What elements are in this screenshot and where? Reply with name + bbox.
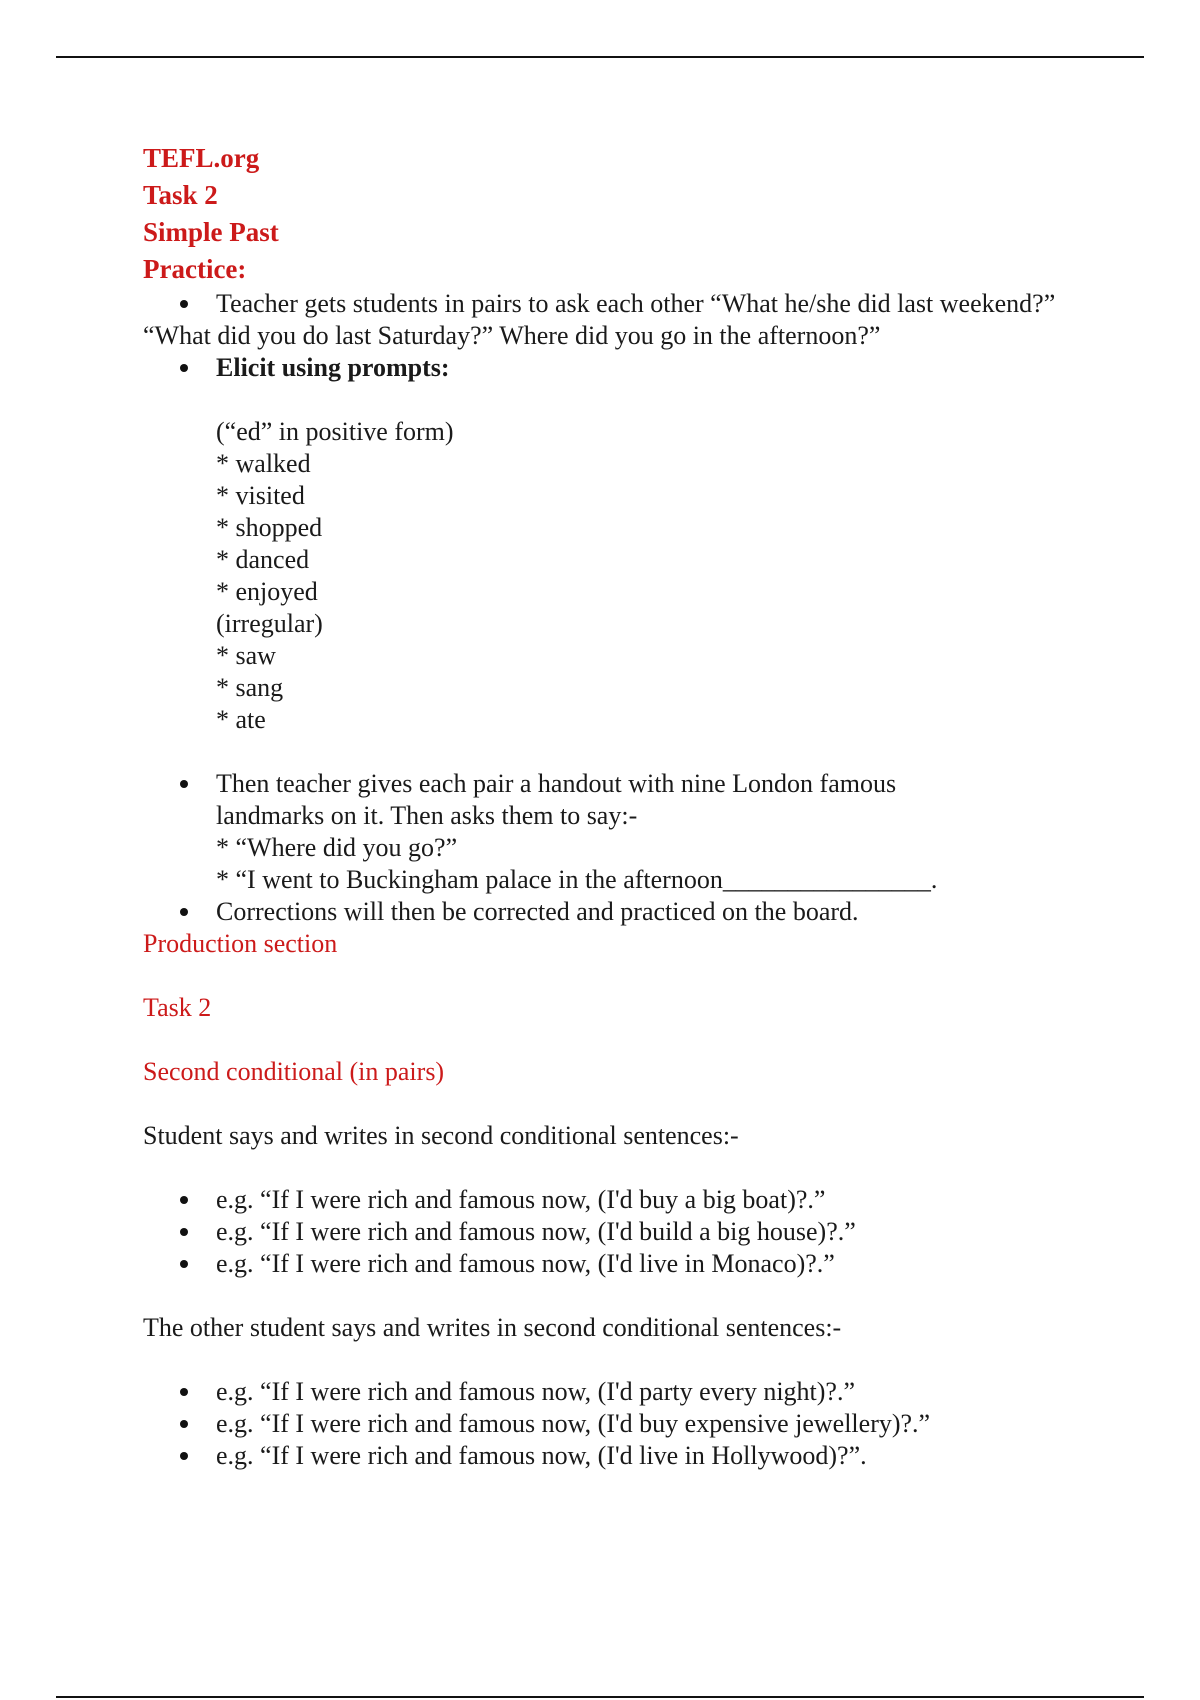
list-item: Teacher gets students in pairs to ask each other “What he/she did last weekend?”: [143, 288, 1063, 320]
prompt-item: * enjoyed: [216, 577, 318, 606]
positive-label: (“ed” in positive form): [216, 417, 454, 446]
practice-list-2: [143, 352, 1063, 384]
list-item: e.g. “If I were rich and famous now, (I'd party every night)?.”: [143, 1376, 1063, 1408]
topic-heading: Simple Past: [143, 217, 279, 247]
production-subtitle: Second conditional (in pairs): [143, 1057, 445, 1086]
list-item: e.g. “If I were rich and famous now, (I'd buy expensive jewellery)?.”: [143, 1408, 1063, 1440]
prompt-item: * danced: [216, 545, 310, 574]
list-item: e.g. “If I were rich and famous now, (I'd build a big house)?.”: [143, 1216, 1063, 1248]
bullet3-line1: Then teacher gives each pair a handout with nine London famous: [216, 769, 897, 798]
practice-list-3: [143, 768, 1063, 928]
list-item: Corrections will then be corrected and practiced on the board.: [143, 896, 1063, 928]
bullet3-line2: landmarks on it. Then asks them to say:-: [216, 801, 638, 830]
bottom-rule: [56, 1696, 1144, 1698]
intro-student-1: Student says and writes in second conditional sentences:-: [143, 1121, 739, 1150]
practice-list-1: [143, 288, 1063, 320]
top-rule: [56, 56, 1144, 58]
list-item: e.g. “If I were rich and famous now, (I'd live in Monaco)?.”: [143, 1248, 1063, 1280]
list-item: [143, 352, 1063, 384]
prompt-item: * visited: [216, 481, 305, 510]
irregular-label: (irregular): [216, 609, 323, 638]
prompt-item: * shopped: [216, 513, 323, 542]
task-heading: Task 2: [143, 180, 218, 210]
examples-list-1: [143, 1184, 1063, 1280]
prompt-item: * walked: [216, 449, 311, 478]
prompt-item: * ate: [216, 705, 266, 734]
list-item: e.g. “If I were rich and famous now, (I'd live in Hollywood)?”.: [143, 1440, 1063, 1472]
prompt-list: [143, 416, 1063, 736]
section-heading: Practice:: [143, 254, 247, 284]
prompt-item: * sang: [216, 673, 284, 702]
elicit-label: Elicit using prompts:: [216, 353, 450, 382]
bullet3-line3: * “Where did you go?”: [216, 833, 458, 862]
list-item: e.g. “If I were rich and famous now, (I'd buy a big boat)?.”: [143, 1184, 1063, 1216]
examples-list-2: [143, 1376, 1063, 1472]
question-line: “What did you do last Saturday?” Where did you go in the afternoon?”: [143, 321, 881, 350]
document-body: [143, 140, 1063, 1472]
list-item: [143, 768, 1063, 896]
production-title: Production section: [143, 929, 338, 958]
production-task: Task 2: [143, 993, 212, 1022]
site-title: TEFL.org: [143, 143, 260, 173]
intro-student-2: The other student says and writes in second conditional sentences:-: [143, 1313, 842, 1342]
prompt-item: * saw: [216, 641, 276, 670]
bullet3-line4: * “I went to Buckingham palace in the afternoon________________.: [216, 865, 938, 894]
